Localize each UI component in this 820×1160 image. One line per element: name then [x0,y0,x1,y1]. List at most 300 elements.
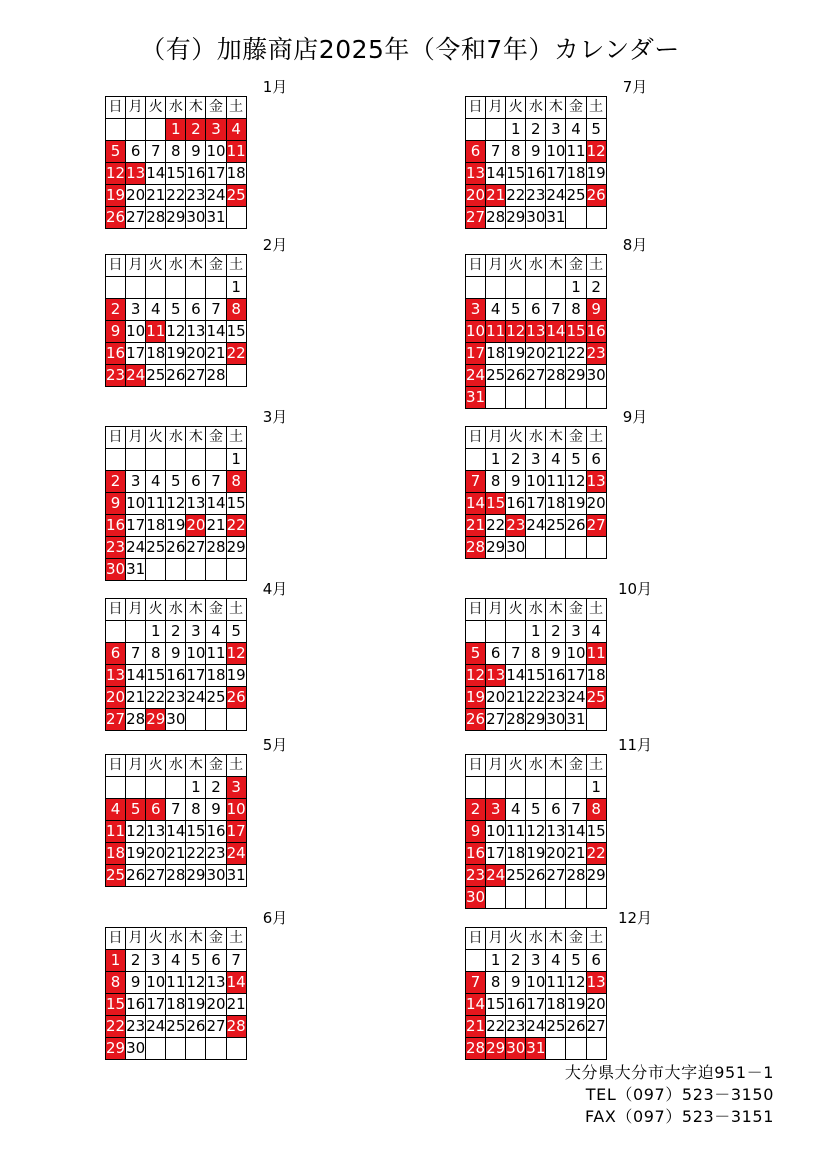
empty-day-cell [206,277,226,299]
week-row [106,777,247,799]
weekday-header: 土 [226,97,246,119]
day-cell: 1 [186,777,206,799]
empty-day-cell [486,621,506,643]
week-row [106,185,247,207]
holiday-day-cell: 28 [466,537,486,559]
weekday-header: 日 [106,427,126,449]
weekday-header-row [106,427,247,449]
empty-day-cell [486,387,506,409]
holiday-day-cell: 29 [486,1038,506,1060]
weekday-header: 金 [206,97,226,119]
week-row [466,141,607,163]
day-cell: 30 [586,365,606,387]
day-cell: 29 [226,537,246,559]
day-cell: 21 [506,687,526,709]
weekday-header-row [106,755,247,777]
empty-day-cell [546,537,566,559]
week-row [466,537,607,559]
empty-day-cell [126,277,146,299]
empty-day-cell [186,559,206,581]
day-cell: 5 [526,799,546,821]
holiday-day-cell: 20 [106,687,126,709]
holiday-day-cell: 10 [226,799,246,821]
day-cell: 1 [226,449,246,471]
week-row [106,972,247,994]
empty-day-cell [586,1038,606,1060]
day-cell: 31 [226,865,246,887]
weekday-header: 火 [506,599,526,621]
weekday-header: 金 [566,255,586,277]
day-cell: 18 [206,665,226,687]
month-label: 3月 [262,408,288,426]
day-cell: 22 [486,515,506,537]
day-cell: 10 [546,141,566,163]
day-cell: 28 [486,207,506,229]
day-cell: 4 [206,621,226,643]
empty-day-cell [106,621,126,643]
holiday-day-cell: 28 [226,1016,246,1038]
week-row [466,709,607,731]
holiday-day-cell: 8 [586,799,606,821]
day-cell: 19 [166,515,186,537]
weekday-header: 水 [526,755,546,777]
day-cell: 20 [586,493,606,515]
day-cell: 20 [126,185,146,207]
holiday-day-cell: 21 [466,1016,486,1038]
weekday-header: 火 [146,97,166,119]
weekday-header: 火 [146,599,166,621]
weekday-header: 金 [206,928,226,950]
day-cell: 7 [566,799,586,821]
holiday-day-cell: 15 [106,994,126,1016]
day-cell: 19 [586,163,606,185]
day-cell: 6 [126,141,146,163]
holiday-day-cell: 11 [486,321,506,343]
weekday-header-row [466,928,607,950]
holiday-day-cell: 23 [506,515,526,537]
weekday-header: 月 [126,755,146,777]
day-cell: 6 [186,471,206,493]
day-cell: 5 [566,449,586,471]
weekday-header: 水 [526,928,546,950]
empty-day-cell [206,559,226,581]
empty-day-cell [206,1038,226,1060]
weekday-header: 土 [586,928,606,950]
month-grid [105,254,247,387]
day-cell: 20 [586,994,606,1016]
day-cell: 16 [506,994,526,1016]
day-cell: 11 [566,141,586,163]
weekday-header: 日 [466,599,486,621]
empty-day-cell [186,449,206,471]
weekday-header: 日 [466,427,486,449]
day-cell: 21 [566,843,586,865]
weekday-header: 土 [226,255,246,277]
day-cell: 18 [546,493,566,515]
weekday-header-row [106,97,247,119]
holiday-day-cell: 21 [486,185,506,207]
day-cell: 16 [186,163,206,185]
week-row [106,449,247,471]
empty-day-cell [106,119,126,141]
weekday-header: 金 [206,599,226,621]
weekday-header: 月 [126,928,146,950]
week-row [466,887,607,909]
day-cell: 11 [546,972,566,994]
day-cell: 4 [506,799,526,821]
holiday-day-cell: 11 [226,141,246,163]
week-row [466,865,607,887]
empty-day-cell [546,277,566,299]
month-grid [465,96,607,229]
empty-day-cell [506,387,526,409]
week-row [106,709,247,731]
day-cell: 9 [186,141,206,163]
day-cell: 14 [126,665,146,687]
empty-day-cell [586,207,606,229]
weekday-header: 土 [586,599,606,621]
weekday-header: 火 [506,97,526,119]
holiday-day-cell: 24 [486,865,506,887]
day-cell: 26 [506,365,526,387]
day-cell: 23 [206,843,226,865]
week-row [106,865,247,887]
empty-day-cell [566,777,586,799]
day-cell: 14 [566,821,586,843]
day-cell: 9 [506,471,526,493]
weekday-header-row [466,255,607,277]
day-cell: 7 [206,471,226,493]
address-line: 大分県大分市大字迫951－1 [564,1063,774,1082]
day-cell: 18 [586,665,606,687]
day-cell: 21 [166,843,186,865]
day-cell: 18 [226,163,246,185]
holiday-day-cell: 27 [586,515,606,537]
day-cell: 29 [186,865,206,887]
week-row [466,299,607,321]
day-cell: 6 [526,299,546,321]
day-cell: 23 [526,185,546,207]
day-cell: 10 [126,321,146,343]
holiday-day-cell: 9 [106,493,126,515]
empty-day-cell [526,387,546,409]
week-row [466,277,607,299]
day-cell: 12 [166,493,186,515]
day-cell: 25 [206,687,226,709]
week-row [466,365,607,387]
day-cell: 2 [506,449,526,471]
day-cell: 3 [126,471,146,493]
week-row [106,1038,247,1060]
weekday-header: 金 [206,255,226,277]
day-cell: 4 [546,950,566,972]
empty-day-cell [526,537,546,559]
day-cell: 19 [226,665,246,687]
holiday-day-cell: 13 [126,163,146,185]
weekday-header: 火 [146,928,166,950]
day-cell: 5 [186,950,206,972]
day-cell: 10 [186,643,206,665]
day-cell: 19 [166,343,186,365]
holiday-day-cell: 24 [226,843,246,865]
empty-day-cell [566,387,586,409]
day-cell: 27 [486,709,506,731]
week-row [106,207,247,229]
empty-day-cell [166,277,186,299]
day-cell: 29 [526,709,546,731]
day-cell: 5 [226,621,246,643]
day-cell: 5 [506,299,526,321]
week-row [466,163,607,185]
empty-day-cell [466,277,486,299]
day-cell: 30 [546,709,566,731]
holiday-day-cell: 13 [586,972,606,994]
week-row [106,799,247,821]
day-cell: 7 [146,141,166,163]
holiday-day-cell: 7 [466,972,486,994]
weekday-header: 木 [546,255,566,277]
day-cell: 14 [166,821,186,843]
empty-day-cell [206,709,226,731]
empty-day-cell [586,887,606,909]
weekday-header: 水 [166,97,186,119]
day-cell: 2 [206,777,226,799]
day-cell: 28 [546,365,566,387]
day-cell: 18 [546,994,566,1016]
day-cell: 8 [186,799,206,821]
holiday-day-cell: 14 [466,493,486,515]
empty-day-cell [166,449,186,471]
empty-day-cell [166,559,186,581]
holiday-day-cell: 2 [106,471,126,493]
empty-day-cell [586,709,606,731]
weekday-header-row [106,928,247,950]
week-row [466,994,607,1016]
empty-day-cell [526,887,546,909]
day-cell: 27 [186,537,206,559]
day-cell: 17 [546,163,566,185]
holiday-day-cell: 22 [106,1016,126,1038]
month-grid [465,927,607,1060]
day-cell: 17 [566,665,586,687]
day-cell: 19 [506,343,526,365]
week-row [106,299,247,321]
day-cell: 13 [206,972,226,994]
holiday-day-cell: 27 [466,207,486,229]
weekday-header: 日 [466,928,486,950]
day-cell: 30 [186,207,206,229]
day-cell: 21 [226,994,246,1016]
day-cell: 8 [486,471,506,493]
day-cell: 31 [546,207,566,229]
week-row [466,821,607,843]
holiday-day-cell: 30 [506,1038,526,1060]
day-cell: 24 [146,1016,166,1038]
week-row [466,207,607,229]
day-cell: 1 [506,119,526,141]
day-cell: 7 [166,799,186,821]
month-grid [105,927,247,1060]
holiday-day-cell: 19 [466,687,486,709]
day-cell: 8 [526,643,546,665]
day-cell: 18 [566,163,586,185]
empty-day-cell [146,777,166,799]
day-cell: 27 [126,207,146,229]
weekday-header: 木 [186,928,206,950]
empty-day-cell [466,621,486,643]
day-cell: 13 [186,493,206,515]
day-cell: 10 [126,493,146,515]
weekday-header: 木 [546,97,566,119]
empty-day-cell [546,777,566,799]
day-cell: 31 [126,559,146,581]
holiday-day-cell: 6 [466,141,486,163]
week-row [106,821,247,843]
day-cell: 13 [146,821,166,843]
day-cell: 28 [126,709,146,731]
weekday-header: 金 [566,97,586,119]
weekday-header-row [466,599,607,621]
day-cell: 10 [526,471,546,493]
day-cell: 25 [486,365,506,387]
day-cell: 25 [566,185,586,207]
holiday-day-cell: 9 [466,821,486,843]
week-row [466,515,607,537]
holiday-day-cell: 11 [586,643,606,665]
day-cell: 15 [166,163,186,185]
month-grid [105,426,247,581]
holiday-day-cell: 16 [106,343,126,365]
day-cell: 7 [206,299,226,321]
day-cell: 16 [166,665,186,687]
empty-day-cell [466,950,486,972]
weekday-header: 月 [486,928,506,950]
empty-day-cell [486,119,506,141]
day-cell: 2 [586,277,606,299]
day-cell: 7 [226,950,246,972]
day-cell: 26 [566,1016,586,1038]
empty-day-cell [166,777,186,799]
holiday-day-cell: 7 [466,471,486,493]
holiday-day-cell: 12 [106,163,126,185]
week-row [106,950,247,972]
weekday-header: 日 [106,255,126,277]
weekday-header: 月 [486,599,506,621]
day-cell: 28 [506,709,526,731]
day-cell: 4 [586,621,606,643]
day-cell: 26 [166,365,186,387]
holiday-day-cell: 24 [126,365,146,387]
empty-day-cell [126,119,146,141]
day-cell: 31 [566,709,586,731]
day-cell: 27 [146,865,166,887]
day-cell: 1 [226,277,246,299]
day-cell: 8 [486,972,506,994]
holiday-day-cell: 3 [486,799,506,821]
day-cell: 17 [146,994,166,1016]
holiday-day-cell: 23 [466,865,486,887]
month-grid [105,754,247,887]
empty-day-cell [226,1038,246,1060]
day-cell: 2 [506,950,526,972]
day-cell: 6 [546,799,566,821]
holiday-day-cell: 25 [586,687,606,709]
week-row [106,141,247,163]
weekday-header: 土 [586,97,606,119]
empty-day-cell [126,777,146,799]
day-cell: 23 [126,1016,146,1038]
empty-day-cell [546,887,566,909]
empty-day-cell [566,207,586,229]
weekday-header: 木 [186,97,206,119]
day-cell: 26 [186,1016,206,1038]
day-cell: 30 [506,537,526,559]
holiday-day-cell: 26 [466,709,486,731]
weekday-header-row [106,255,247,277]
weekday-header: 水 [526,97,546,119]
day-cell: 6 [486,643,506,665]
day-cell: 15 [226,493,246,515]
weekday-header: 土 [586,755,606,777]
weekday-header: 土 [226,928,246,950]
month-grid [105,96,247,229]
day-cell: 24 [526,515,546,537]
day-cell: 11 [146,493,166,515]
weekday-header: 火 [506,928,526,950]
weekday-header: 木 [546,599,566,621]
day-cell: 8 [166,141,186,163]
day-cell: 23 [186,185,206,207]
day-cell: 20 [186,343,206,365]
day-cell: 28 [206,537,226,559]
weekday-header: 日 [106,755,126,777]
week-row [106,537,247,559]
week-row [466,449,607,471]
day-cell: 31 [206,207,226,229]
empty-day-cell [146,119,166,141]
day-cell: 25 [166,1016,186,1038]
day-cell: 12 [526,821,546,843]
weekday-header: 日 [466,97,486,119]
empty-day-cell [586,537,606,559]
day-cell: 14 [146,163,166,185]
day-cell: 14 [506,665,526,687]
holiday-day-cell: 2 [106,299,126,321]
holiday-day-cell: 27 [106,709,126,731]
empty-day-cell [566,1038,586,1060]
month-label: 9月 [622,408,648,426]
week-row [106,665,247,687]
day-cell: 27 [206,1016,226,1038]
weekday-header: 月 [486,755,506,777]
day-cell: 21 [206,515,226,537]
holiday-day-cell: 25 [226,185,246,207]
empty-day-cell [186,277,206,299]
empty-day-cell [186,1038,206,1060]
day-cell: 10 [486,821,506,843]
day-cell: 15 [586,821,606,843]
day-cell: 6 [206,950,226,972]
holiday-day-cell: 3 [466,299,486,321]
day-cell: 24 [186,687,206,709]
holiday-day-cell: 21 [466,515,486,537]
day-cell: 19 [566,994,586,1016]
day-cell: 2 [546,621,566,643]
holiday-day-cell: 29 [146,709,166,731]
day-cell: 28 [166,865,186,887]
day-cell: 30 [126,1038,146,1060]
day-cell: 21 [146,185,166,207]
